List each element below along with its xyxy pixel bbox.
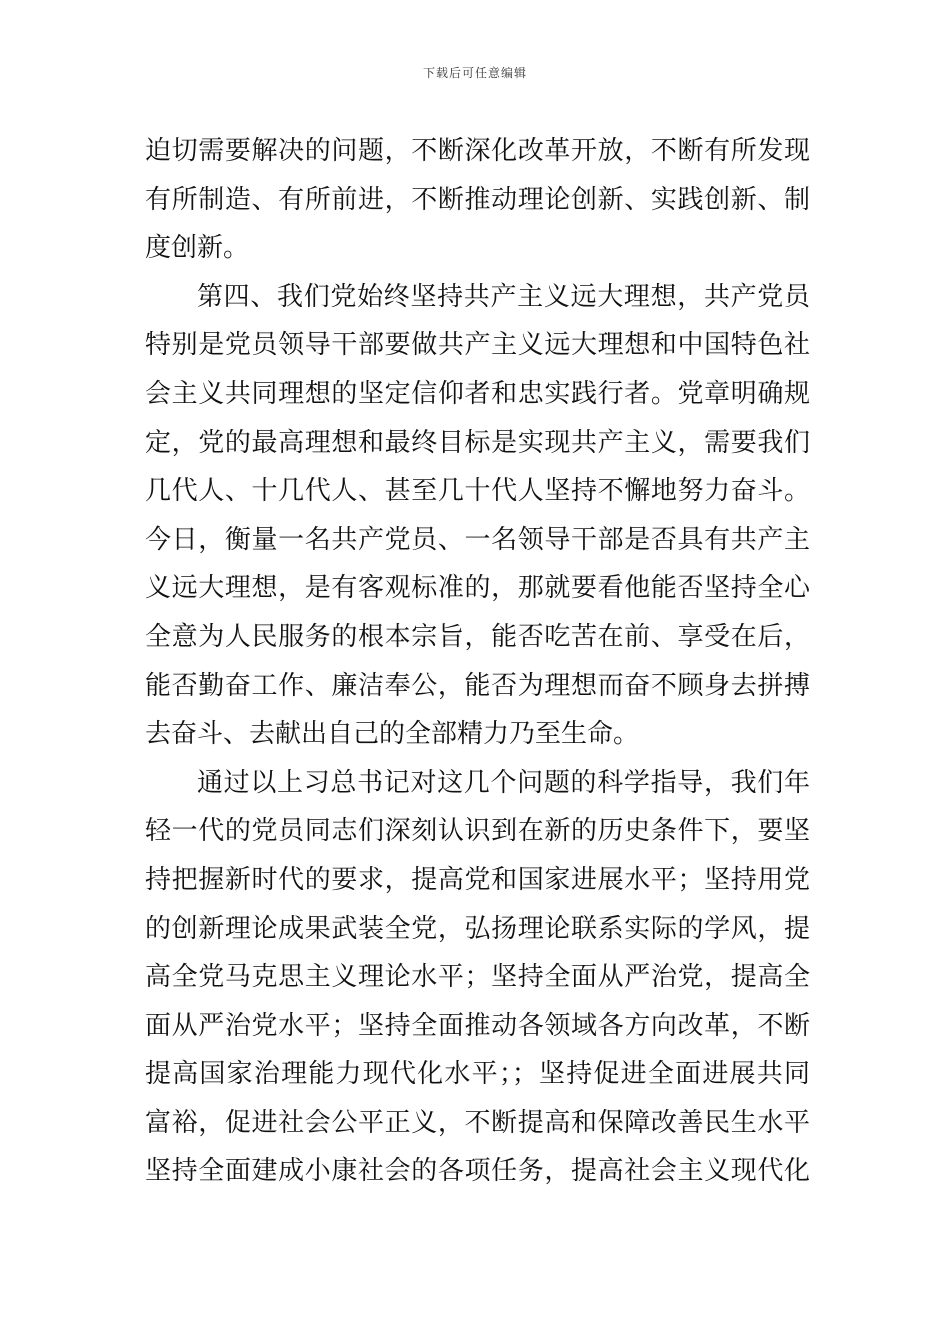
text-line: 持把握新时代的要求，提高党和国家进展水平；坚持用党 <box>145 864 810 895</box>
text-line: 的创新理论成果武装全党，弘扬理论联系实际的学风，提 <box>145 913 810 944</box>
text-line: 能否勤奋工作、廉洁奉公，能否为理想而奋不顾身去拼搏 <box>145 670 810 701</box>
text-line: 轻一代的党员同志们深刻认识到在新的历史条件下，要坚 <box>145 816 810 847</box>
text-line: 有所制造、有所前进，不断推动理论创新、实践创新、制 <box>145 184 810 215</box>
text-line: 全意为人民服务的根本宗旨，能否吃苦在前、享受在后， <box>145 621 810 652</box>
text-line: 去奋斗、去献出自己的全部精力乃至生命。 <box>145 719 640 750</box>
text-line: 特别是党员领导干部要做共产主义远大理想和中国特色社 <box>145 330 810 361</box>
page-header: 下载后可任意编辑 <box>422 66 527 80</box>
body-text <box>145 127 810 1196</box>
text-line: 第四、我们党始终坚持共产主义远大理想，共产党员 <box>197 281 810 312</box>
text-line: 提高国家治理能力现代化水平；；坚持促进全面进展共同 <box>145 1059 810 1090</box>
text-line: 高全党马克思主义理论水平；坚持全面从严治党，提高全 <box>145 962 810 993</box>
text-line: 富裕，促进社会公平正义，不断提高和保障改善民生水平 <box>145 1107 810 1138</box>
text-line: 几代人、十几代人、甚至几十代人坚持不懈地努力奋斗。 <box>145 476 810 507</box>
text-line: 面从严治党水平；坚持全面推动各领域各方向改革，不断 <box>145 1010 810 1041</box>
text-line: 义远大理想，是有客观标准的，那就要看他能否坚持全心 <box>145 573 810 604</box>
text-line: 定，党的最高理想和最终目标是实现共产主义，需要我们 <box>145 427 810 458</box>
text-line: 坚持全面建成小康社会的各项任务，提高社会主义现代化 <box>145 1156 810 1187</box>
text-line: 今日，衡量一名共产党员、一名领导干部是否具有共产主 <box>145 524 810 555</box>
text-line: 度创新。 <box>145 233 250 264</box>
text-line: 迫切需要解决的问题，不断深化改革开放，不断有所发现 <box>145 136 810 166</box>
text-line: 会主义共同理想的坚定信仰者和忠实践行者。党章明确规 <box>145 378 810 409</box>
text-line: 通过以上习总书记对这几个问题的科学指导，我们年 <box>197 767 810 798</box>
